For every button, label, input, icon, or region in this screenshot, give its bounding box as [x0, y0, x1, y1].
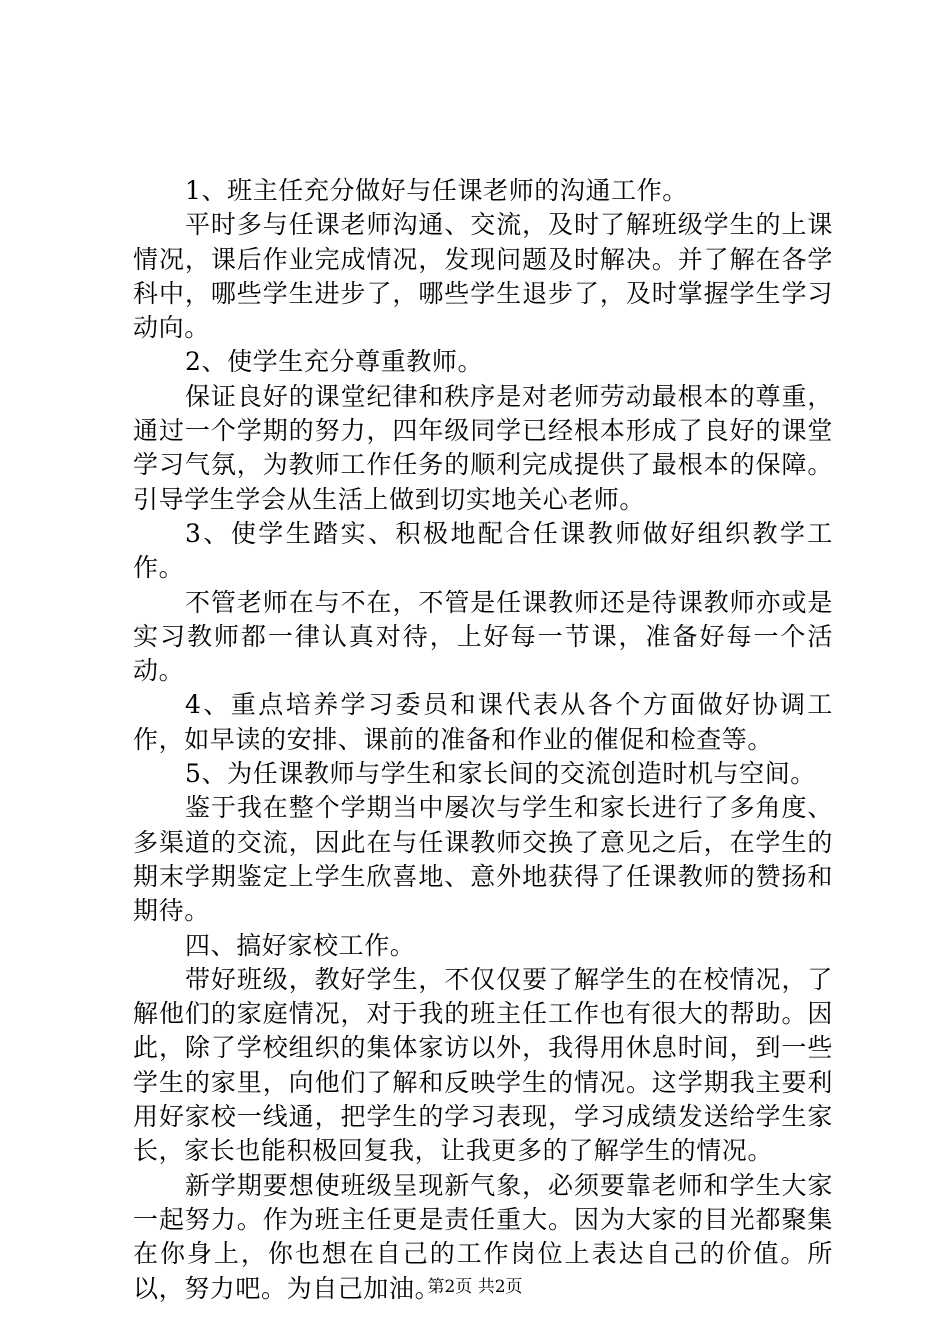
paragraph-item-1-heading: 1、班主任充分做好与任课老师的沟通工作。	[185, 176, 688, 205]
document-body	[133, 174, 833, 1306]
paragraph-item-5-heading: 5、为任课教师与学生和家长间的交流创造时机与空间。	[185, 759, 816, 789]
paragraph-home-school: 带好班级，教好学生，不仅仅要了解学生的在校情况，了解他们的家庭情况，对于我的班主任工作也有很大的帮助。因此，除了学校组织的集体家访以外，我得用休息时间，到一些学生的家里，向他们了解和反映学生的情况。这学期我主要利用好家校一线通，把学生的学习表现，学习成绩发送给学生家长，家长也能积极回复我，让我更多的了解学生的情况。	[133, 964, 833, 1166]
paragraph-item-2-heading: 2、使学生充分尊重教师。	[185, 347, 484, 377]
paragraph-exchange: 鉴于我在整个学期当中屡次与学生和家长进行了多角度、多渠道的交流，因此在与任课教师交换了意见之后，在学生的期末学期鉴定上学生欣喜地、意外地获得了任课教师的赞扬和期待。	[133, 793, 833, 926]
paragraph-item-4: 4、重点培养学习委员和课代表从各个方面做好协调工作，如早读的安排、课前的准备和作业的催促和检查等。	[133, 690, 833, 754]
paragraph-communication: 平时多与任课老师沟通、交流，及时了解班级学生的上课情况，课后作业完成情况，发现问题及时解决。并了解在各学科中，哪些学生进步了，哪些学生退步了，及时掌握学生学习动向。	[133, 210, 833, 343]
paragraph-respect: 保证良好的课堂纪律和秩序是对老师劳动最根本的尊重，通过一个学期的努力，四年级同学已经根本形成了良好的课堂学习气氛，为教师工作任务的顺利完成提供了最根本的保障。引导学生学会从生活上做到切实地关心老师。	[133, 381, 833, 514]
paragraph-cooperation: 不管老师在与不在，不管是任课教师还是待课教师亦或是实习教师都一律认真对待，上好每一节课，准备好每一个活动。	[133, 587, 833, 686]
paragraph-conclusion: 新学期要想使班级呈现新气象，必须要靠老师和学生大家一起努力。作为班主任更是责任重大。因为大家的目光都聚集在你身上，你也想在自己的工作岗位上表达自己的价值。所以，努力吧。为自己加油。	[133, 1170, 833, 1303]
paragraph-section-4-heading: 四、搞好家校工作。	[185, 930, 416, 960]
paragraph-item-3-heading: 3、使学生踏实、积极地配合任课教师做好组织教学工作。	[133, 518, 833, 583]
page-number-footer: 第2页 共2页	[427, 1277, 523, 1297]
